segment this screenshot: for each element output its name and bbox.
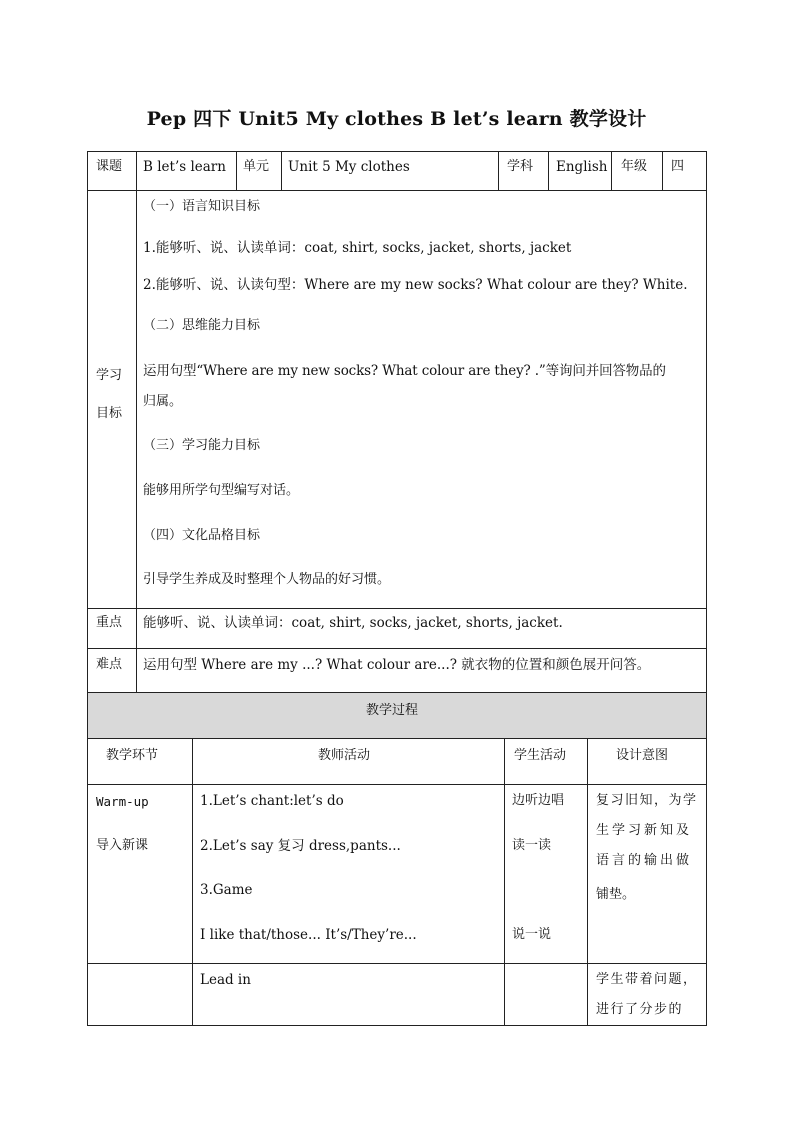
grade-value: 四 [671,159,685,174]
teacher-activity: 1.Let’s chant:let’s do [200,793,344,809]
teacher-activity: Lead in [200,972,251,988]
objective-item: 2.能够听、说、认读句型：Where are my new socks? What colour are they? White. [143,277,688,293]
lesson-label: 课题 [96,159,123,174]
key-point-text: 能够听、说、认读单词：coat, shirt, socks, jacket, shorts, jacket. [143,615,563,631]
design-purpose: 学生带着问题， [596,972,698,987]
section-heading: （二）思维能力目标 [143,318,261,333]
objectives-table [87,151,707,693]
unit-value: Unit 5 My clothes [288,159,410,175]
unit-label: 单元 [243,159,270,174]
teacher-activity: I like that/those... It’s/They’re... [200,927,417,943]
subject-label: 学科 [507,159,534,174]
objective-item: 归属。 [143,394,183,409]
column-header: 教学环节 [106,748,159,763]
objectives-label-line1: 学习 [96,368,123,383]
design-purpose: 生学习新知及 [596,823,693,838]
design-purpose: 进行了分步的 [596,1002,684,1017]
section-heading: （三）学习能力目标 [143,438,261,453]
difficult-point-label: 难点 [96,657,123,672]
lesson-value: B let’s learn [143,159,226,175]
stage-name: Warm-up [96,794,149,809]
grade-label: 年级 [621,159,648,174]
teacher-activity: 3.Game [200,882,253,898]
objective-item: 能够用所学句型编写对话。 [143,483,300,498]
process-heading: 教学过程 [366,703,419,718]
teacher-activity: 2.Let’s say 复习 dress,pants... [200,838,401,854]
design-purpose: 语言的输出做 [596,853,693,868]
objective-item: 引导学生养成及时整理个人物品的好习惯。 [143,572,391,587]
section-heading: （一）语言知识目标 [143,199,261,214]
stage-name: 导入新课 [96,838,149,853]
student-activity: 边听边唱 [512,793,565,808]
student-activity: 读一读 [512,838,552,853]
section-heading: （四）文化品格目标 [143,528,261,543]
key-point-label: 重点 [96,615,123,630]
objectives-label-line2: 目标 [96,406,123,421]
column-header: 设计意图 [616,748,669,763]
column-header: 教师活动 [318,748,371,763]
design-purpose: 复习旧知，为学 [596,793,698,808]
document-title: Pep 四下 Unit5 My clothes B let’s learn 教学设计 [146,108,647,130]
column-header: 学生活动 [514,748,567,763]
objective-item: 1.能够听、说、认读单词：coat, shirt, socks, jacket, shorts, jacket [143,240,572,256]
subject-value: English [556,159,608,175]
difficult-point-text: 运用句型 Where are my ...? What colour are...? 就衣物的位置和颜色展开问答。 [143,657,651,673]
design-purpose: 铺垫。 [596,887,636,902]
objective-item: 运用句型“Where are my new socks? What colour are they? .”等询问并回答物品的 [143,363,666,379]
student-activity: 说一说 [512,927,552,942]
